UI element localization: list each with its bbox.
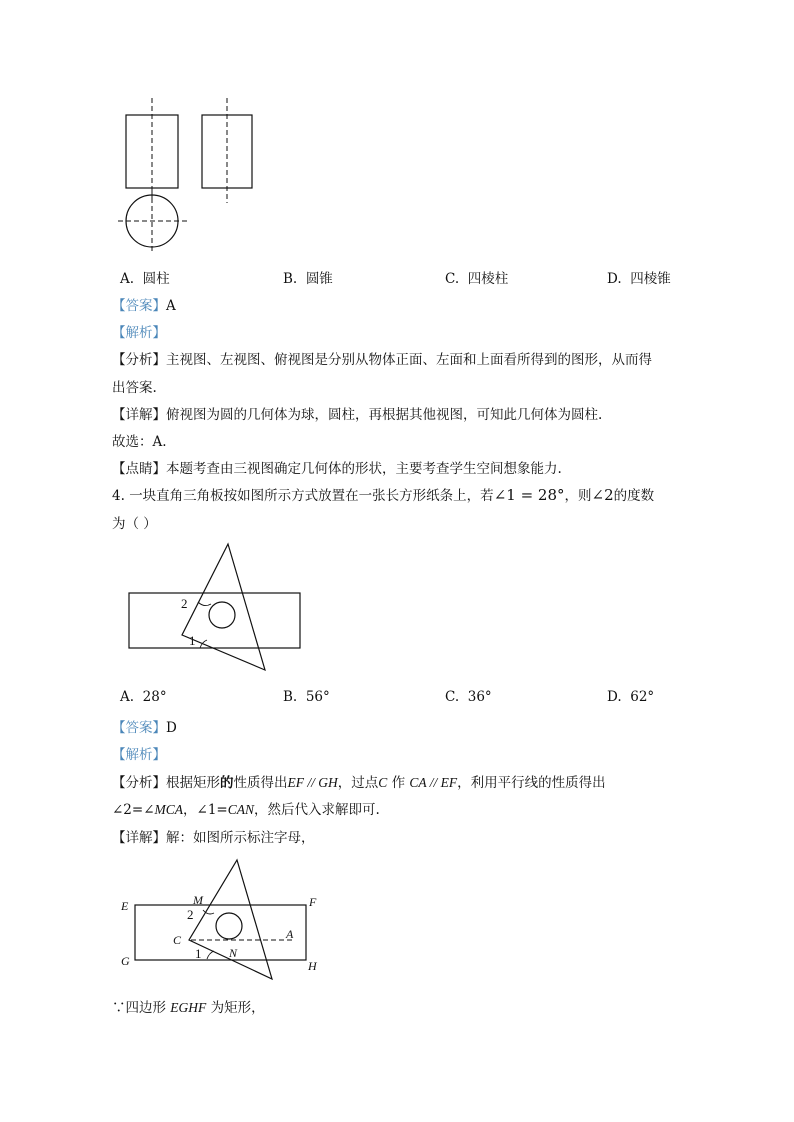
q3-dianjing: 【点睛】本题考查由三视图确定几何体的形状，主要考查学生空间想象能力. [112, 461, 562, 477]
q3-option-d[interactable]: D. 四棱锥 [607, 271, 671, 287]
q4-labelled-figure [115, 858, 330, 983]
q3-option-c[interactable]: C. 四棱柱 [445, 271, 509, 287]
q3-fenxi-line1: 【分析】主视图、左视图、俯视图是分别从物体正面、左面和上面看所得到的图形，从而得 [112, 352, 652, 368]
set-square-triangle [182, 544, 265, 670]
q4-xiangjie: 【详解】解：如图所示标注字母， [112, 830, 315, 846]
label-N: N [229, 946, 238, 960]
set-square-hole [209, 602, 235, 628]
q4-option-c[interactable]: C. 36° [445, 689, 492, 705]
angle-2-label: 2 [181, 596, 188, 611]
label-1: 1 [195, 946, 202, 961]
q3-option-b[interactable]: B. 圆锥 [283, 271, 333, 287]
label-H: H [308, 959, 317, 973]
q4-because-line: ∵四边形 EGHF 为矩形， [112, 1000, 265, 1016]
label-A: A [286, 927, 294, 941]
angle-2-arc [198, 602, 211, 606]
q3-option-a[interactable]: A. 圆柱 [120, 271, 170, 287]
label-C: C [173, 933, 182, 947]
label-F: F [309, 895, 317, 909]
rectangle-EGHF [135, 905, 306, 960]
q4-stem-line2: 为（ ） [112, 516, 157, 532]
q3-analysis-tag: 【解析】 [112, 325, 166, 341]
labelled-triangle [189, 860, 272, 979]
q4-fenxi-line2: ∠2=∠MCA，∠1=CAN，然后代入求解即可. [112, 802, 380, 818]
label-2: 2 [187, 907, 194, 922]
q3-guxuan: 故选：A. [112, 434, 167, 450]
three-views-figure [110, 95, 200, 255]
angle-1-label: 1 [189, 633, 196, 648]
q4-figure [125, 540, 305, 675]
side-view-figure [195, 95, 265, 205]
q3-fenxi-line2: 出答案. [112, 380, 157, 396]
q4-answer: 【答案】D [112, 720, 177, 736]
paper-strip [129, 593, 300, 648]
q3-answer: 【答案】A [112, 298, 176, 314]
q4-option-a[interactable]: A. 28° [120, 689, 167, 705]
label-E: E [121, 899, 129, 913]
q4-option-d[interactable]: D. 62° [607, 689, 655, 705]
q4-analysis-tag: 【解析】 [112, 747, 166, 763]
q4-option-b[interactable]: B. 56° [283, 689, 330, 705]
label-M: M [193, 893, 203, 907]
q4-stem-line1: 4. 一块直角三角板按如图所示方式放置在一张长方形纸条上，若∠1 = 28°，则∠2的度数 [112, 486, 655, 504]
label-G: G [121, 954, 130, 968]
angle-1-arc-labelled [207, 951, 214, 959]
labelled-hole [216, 913, 242, 939]
q4-angle1-expr: ∠1 = 28° [493, 486, 565, 504]
q3-xiangjie: 【详解】俯视图为圆的几何体为球，圆柱，再根据其他视图，可知此几何体为圆柱. [112, 407, 603, 423]
q4-fenxi-line1: 【分析】根据矩形的性质得出EF // GH，过点C 作 CA // EF，利用平行线的性质得出 [112, 775, 606, 791]
